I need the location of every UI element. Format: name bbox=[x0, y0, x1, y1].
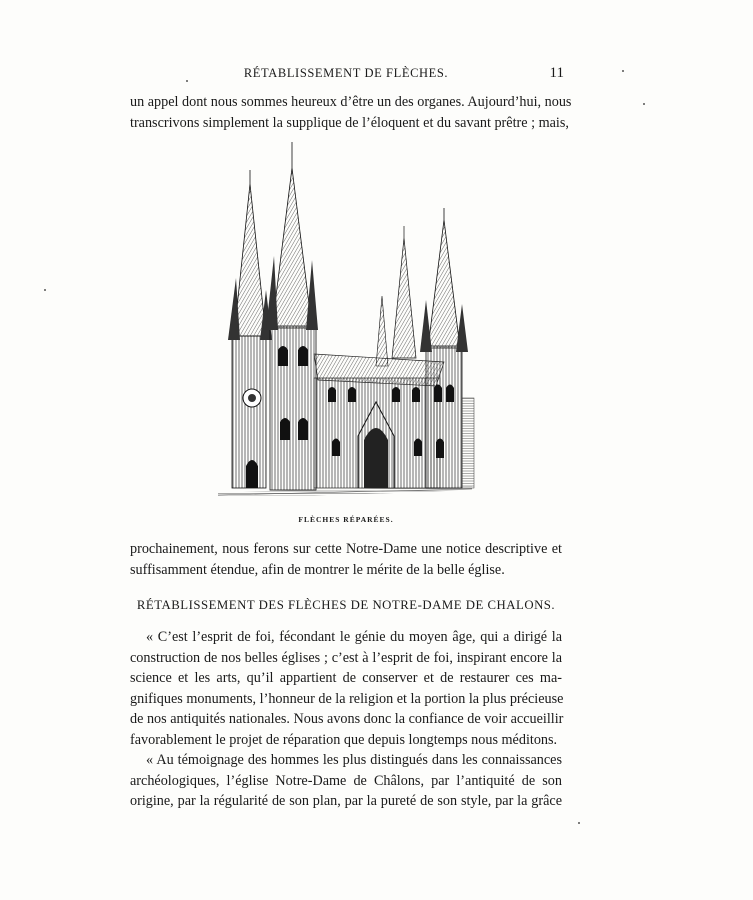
paper-speck bbox=[186, 80, 188, 82]
text-line: suffisamment étendue, afin de montrer le mérite de la belle église. bbox=[130, 561, 505, 578]
page-number: 11 bbox=[549, 65, 564, 81]
body-paragraphs bbox=[130, 627, 562, 812]
text-line: « C’est l’esprit de foi, fécondant le génie du moyen âge, qui a dirigé la bbox=[146, 629, 562, 645]
section-title: RÉTABLISSEMENT DES FLÈCHES DE NOTRE-DAME DE CHALONS. bbox=[136, 598, 556, 612]
text-line: un appel dont nous sommes heureux d’être un des organes. Aujourd’hui, nous bbox=[130, 94, 572, 110]
text-line: de nos antiquités nationales. Nous avons donc la confiance de voir accueillir bbox=[130, 711, 564, 727]
text-line: favorablement le projet de réparation que depuis longtemps nous méditons. bbox=[130, 731, 558, 748]
text-line: archéologiques, l’église Notre-Dame de Châlons, par l’antiquité de son bbox=[130, 772, 562, 789]
paper-speck bbox=[578, 822, 580, 824]
text-line: prochainement, nous ferons sur cette Notre-Dame une notice descriptive et bbox=[130, 541, 562, 557]
figure-caption: FLÈCHES RÉPARÉES. bbox=[298, 515, 394, 524]
intro-paragraph bbox=[130, 92, 572, 133]
paper-speck bbox=[622, 70, 624, 72]
text-line: origine, par la régularité de son plan, par la pureté de son style, par la grâce bbox=[130, 793, 562, 809]
text-line: construction de nos belles églises ; c’est à l’esprit de foi, inspirant encore la bbox=[130, 649, 562, 666]
running-head bbox=[130, 66, 562, 84]
text-line: gnifiques monuments, l’honneur de la religion et la portion la plus précieuse bbox=[130, 690, 564, 707]
paper-speck bbox=[44, 289, 46, 291]
cathedral-engraving bbox=[214, 140, 476, 512]
text-line: « Au témoignage des hommes les plus distingués dans les connaissances bbox=[146, 752, 562, 768]
after-figure-paragraph bbox=[130, 539, 562, 580]
text-line: transcrivons simplement la supplique de l’éloquent et du savant prêtre ; mais, bbox=[130, 114, 569, 131]
text-line: science et les arts, qu’il appartient de conserver et de restaurer ces ma- bbox=[130, 670, 562, 686]
running-title: RÉTABLISSEMENT DE FLÈCHES. bbox=[243, 66, 449, 80]
paper-speck bbox=[643, 103, 645, 105]
